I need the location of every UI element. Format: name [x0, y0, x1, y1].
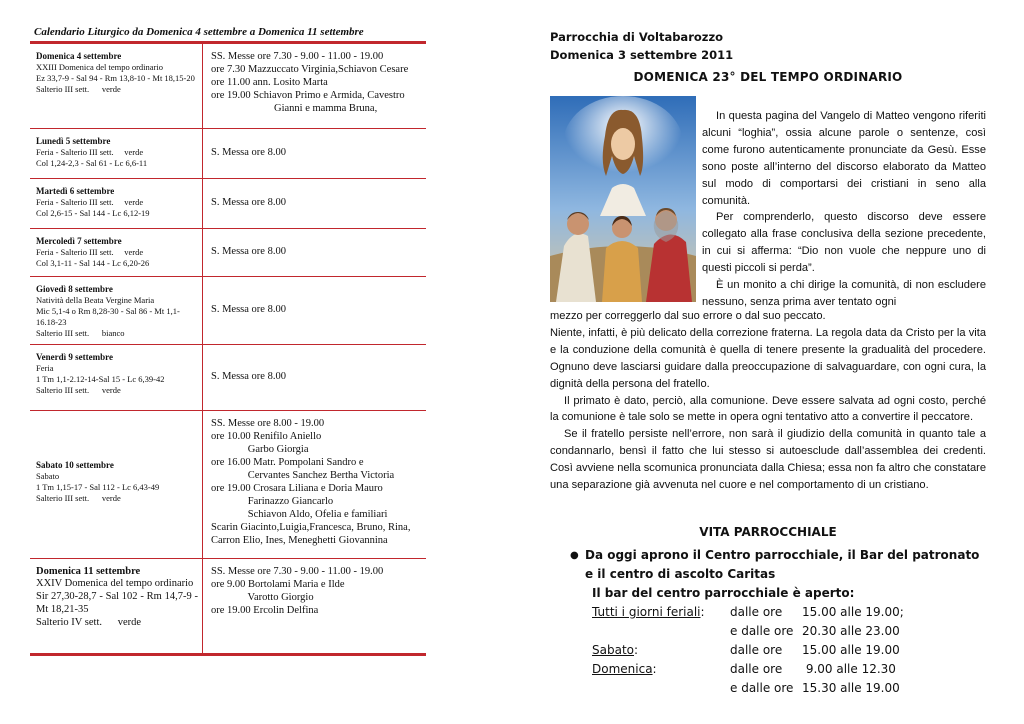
gospel-illustration: [550, 96, 696, 302]
mass-line: ore 9.00 Bortolami Maria e Ilde: [211, 579, 345, 590]
mass-line: ore 10.00 Renifilo Aniello: [211, 431, 322, 442]
liturgy-detail: Mic 5,1-4 o Rm 8,28-30 - Sal 86 - Mt 1,1-16.18-23: [36, 306, 180, 327]
day-name: Venerdì 9 settembre: [36, 352, 113, 362]
schedule-time: 9.00 alle 12.30: [802, 662, 896, 676]
day-cell: [30, 229, 203, 277]
article-paragraph: mezzo per correggerlo dal suo errore o dal suo peccato.: [550, 310, 826, 322]
liturgy-detail: Sabato: [36, 471, 60, 481]
schedule-row: [592, 679, 986, 698]
article-paragraph: Se il fratello persiste nell’errore, non sarà il giudizio della comunità in quanto tale a condannarlo, bensì il fatto che lui stesso si autoesclude dall’assemblea dei credenti. Così avviene nella scomunica pronunciata dalla Chiesa; essa non fa altro che constatare una separazione già avvenuta nel cuore e nel comportamento di un cristiano.: [550, 428, 986, 492]
day-cell: [30, 345, 203, 411]
mass-line: S. Messa ore 8.00: [211, 371, 286, 382]
calendar-row: [30, 345, 426, 411]
mass-line: ore 16.00 Matr. Pompolani Sandro e: [211, 457, 364, 468]
mass-cell: [203, 411, 427, 559]
parish-name: Parrocchia di Voltabarozzo: [550, 30, 724, 44]
mass-line: S. Messa ore 8.00: [211, 197, 286, 208]
schedule-time: 15.30 alle 19.00: [802, 681, 900, 695]
mass-line: ore 19.00 Crosara Liliana e Doria Mauro: [211, 483, 383, 494]
schedule-time: 20.30 alle 23.00: [802, 624, 900, 638]
mass-line: Schiavon Aldo, Ofelia e familiari: [211, 509, 388, 520]
mass-line: Gianni e mamma Bruna,: [211, 103, 378, 114]
liturgy-detail: Salterio IV sett. verde: [36, 617, 142, 628]
liturgy-detail: XXIV Domenica del tempo ordinario: [36, 578, 194, 589]
schedule-from: dalle ore: [730, 643, 783, 657]
article-paragraph: Niente, infatti, è più delicato della correzione fraterna. La regola data da Cristo per la vita e la conduzione della comunità è quella di tenere presente la gradualità del procedere. Ognuno deve lasciarsi guidare dalla preoccupazione di salvaguardare, con ogni cura, la dignità della persona del fratello.: [550, 326, 986, 390]
liturgy-detail: Col 1,24-2,3 - Sal 61 - Lc 6,6-11: [36, 158, 148, 168]
calendar-row: [30, 129, 426, 179]
article-text: [550, 308, 986, 494]
day-cell: [30, 179, 203, 229]
liturgy-detail: Natività della Beata Vergine Maria: [36, 295, 155, 305]
day-cell: [30, 559, 203, 655]
liturgy-detail: Col 2,6-15 - Sal 144 - Lc 6,12-19: [36, 208, 150, 218]
bullet-icon: ●: [570, 550, 579, 561]
calendar-row: [30, 411, 426, 559]
calendar-row: [30, 43, 426, 129]
schedule-from: dalle ore: [730, 662, 783, 676]
bulletin-date: Domenica 3 settembre 2011: [550, 48, 734, 62]
schedule-day-suffix: :: [700, 605, 705, 619]
calendar-title: Calendario Liturgico da Domenica 4 settembre a Domenica 11 settembre: [34, 26, 364, 38]
article-text-wrapped: [702, 108, 986, 311]
schedule-row: [592, 622, 986, 641]
schedule-day-label: Domenica: [592, 662, 653, 676]
liturgy-detail: Ez 33,7-9 - Sal 94 - Rm 13,8-10 - Mt 18,15-20: [36, 73, 195, 83]
liturgy-detail: Col 3,1-11 - Sal 144 - Lc 6,20-26: [36, 258, 150, 268]
liturgy-detail: 1 Tm 1,1-2.12-14-Sal 15 - Lc 6,39-42: [36, 374, 165, 384]
liturgy-detail: Salterio III sett. verde: [36, 84, 121, 94]
mass-line: Garbo Giorgia: [211, 444, 309, 455]
list-item: [570, 546, 986, 584]
mass-cell: [203, 179, 427, 229]
schedule-from: e dalle ore: [730, 624, 794, 638]
mass-line: Scarin Giacinto,Luigia,Francesca, Bruno, Rina,: [211, 522, 411, 533]
day-name: Domenica 4 settembre: [36, 51, 122, 61]
mass-line: SS. Messe ore 7.30 - 9.00 - 11.00 - 19.00: [211, 566, 384, 577]
liturgy-detail: Sir 27,30-28,7 - Sal 102 - Rm 14,7-9 - Mt 18,21-35: [36, 591, 201, 615]
bulletin-page: [550, 28, 986, 695]
mass-cell: [203, 345, 427, 411]
mass-line: Carron Elio, Ines, Meneghetti Giovannina: [211, 535, 388, 546]
day-name: Martedì 6 settembre: [36, 186, 115, 196]
day-name: Lunedì 5 settembre: [36, 136, 111, 146]
day-name: Mercoledì 7 settembre: [36, 236, 122, 246]
mass-cell: [203, 129, 427, 179]
liturgy-detail: Feria - Salterio III sett. verde: [36, 247, 144, 257]
mass-line: S. Messa ore 8.00: [211, 246, 286, 257]
mass-line: Cervantes Sanchez Bertha Victoria: [211, 470, 395, 481]
mass-line: Farinazzo Giancarlo: [211, 496, 334, 507]
liturgy-detail: 1 Tm 1,15-17 - Sal 112 - Lc 6,43-49: [36, 482, 160, 492]
schedule-day: [592, 603, 730, 622]
liturgy-detail: Feria - Salterio III sett. verde: [36, 197, 144, 207]
parish-notes: [570, 546, 986, 698]
day-cell: [30, 43, 203, 129]
mass-cell: [203, 277, 427, 345]
mass-cell: [203, 559, 427, 655]
calendar-table: [30, 41, 426, 656]
schedule-day-suffix: :: [634, 643, 639, 657]
schedule-day-suffix: :: [652, 662, 657, 676]
schedule-day: [592, 641, 730, 660]
day-cell: [30, 277, 203, 345]
announcement-text: Da oggi aprono il Centro parrocchiale, il Bar del patronato e il centro di ascolto Caritas: [584, 548, 980, 581]
schedule-row: [592, 660, 986, 679]
mass-line: ore 7.30 Mazzuccato Virginia,Schiavon Cesare: [211, 64, 409, 75]
mass-cell: [203, 43, 427, 129]
schedule-from: e dalle ore: [730, 681, 794, 695]
schedule-day: [592, 679, 730, 698]
liturgy-detail: Feria - Salterio III sett. verde: [36, 147, 144, 157]
mass-line: ore 19.00 Ercolin Delfina: [211, 605, 319, 616]
calendar-row: [30, 559, 426, 655]
day-name: Giovedì 8 settembre: [36, 284, 113, 294]
calendar-row: [30, 229, 426, 277]
mass-line: ore 11.00 ann. Losito Marta: [211, 77, 328, 88]
schedule-time: 15.00 alle 19.00: [802, 643, 900, 657]
schedule-day-label: Sabato: [592, 643, 634, 657]
day-cell: [30, 411, 203, 559]
day-name: Sabato 10 settembre: [36, 460, 114, 470]
day-name: Domenica 11 settembre: [36, 566, 141, 577]
calendar-row: [30, 179, 426, 229]
schedule-day: [592, 622, 730, 641]
article-paragraph: In questa pagina del Vangelo di Matteo vengono riferiti alcuni “loghia”, ossia alcune parole o sentenze, così come furono autenticamente pronunciate da Gesù. Esse sono poste all’interno del discorso elaborato da Matteo sul modo di comportarsi dei cristiani in seno alla comunità.: [702, 110, 986, 207]
mass-line: S. Messa ore 8.00: [211, 304, 286, 315]
liturgy-detail: Salterio III sett. bianco: [36, 328, 125, 338]
bar-schedule: [570, 603, 986, 698]
liturgy-detail: XXIII Domenica del tempo ordinario: [36, 62, 163, 72]
schedule-day-label: Tutti i giorni feriali: [592, 605, 701, 619]
schedule-day: [592, 660, 730, 679]
schedule-from: dalle ore: [730, 605, 783, 619]
liturgy-detail: Salterio III sett. verde: [36, 493, 121, 503]
mass-cell: [203, 229, 427, 277]
day-cell: [30, 129, 203, 179]
article-paragraph: Per comprenderlo, questo discorso deve essere collegato alla frase conclusiva della sezione precedente, in cui si afferma: “Dio non vuole che neppure uno di questi piccoli si perda”.: [702, 211, 986, 275]
liturgical-calendar: [30, 26, 426, 656]
bar-opening-heading: Il bar del centro parrocchiale è aperto:: [592, 586, 855, 600]
article-paragraph: È un monito a chi dirige la comunità, di non escludere nessuno, senza prima aver tentato ogni: [702, 279, 986, 308]
page-title: DOMENICA 23° DEL TEMPO ORDINARIO: [633, 70, 903, 84]
section-title-vita-parrocchiale: VITA PARROCCHIALE: [699, 525, 837, 539]
liturgy-detail: Salterio III sett. verde: [36, 385, 121, 395]
mass-line: S. Messa ore 8.00: [211, 147, 286, 158]
mass-line: Varotto Giorgio: [211, 592, 314, 603]
article-paragraph: Il primato è dato, perciò, alla comunione. Deve essere salvata ad ogni costo, perché la comunione è tale solo se mette in opera ogni tentativo atto a convertire il peccatore.: [550, 394, 986, 424]
schedule-row: [592, 641, 986, 660]
schedule-row: [592, 603, 986, 622]
mass-line: SS. Messe ore 7.30 - 9.00 - 11.00 - 19.00: [211, 51, 384, 62]
liturgy-detail: Feria: [36, 363, 54, 373]
mass-line: ore 19.00 Schiavon Primo e Armida, Cavestro: [211, 90, 405, 101]
schedule-time: 15.00 alle 19.00;: [802, 605, 904, 619]
calendar-row: [30, 277, 426, 345]
mass-line: SS. Messe ore 8.00 - 19.00: [211, 418, 325, 429]
